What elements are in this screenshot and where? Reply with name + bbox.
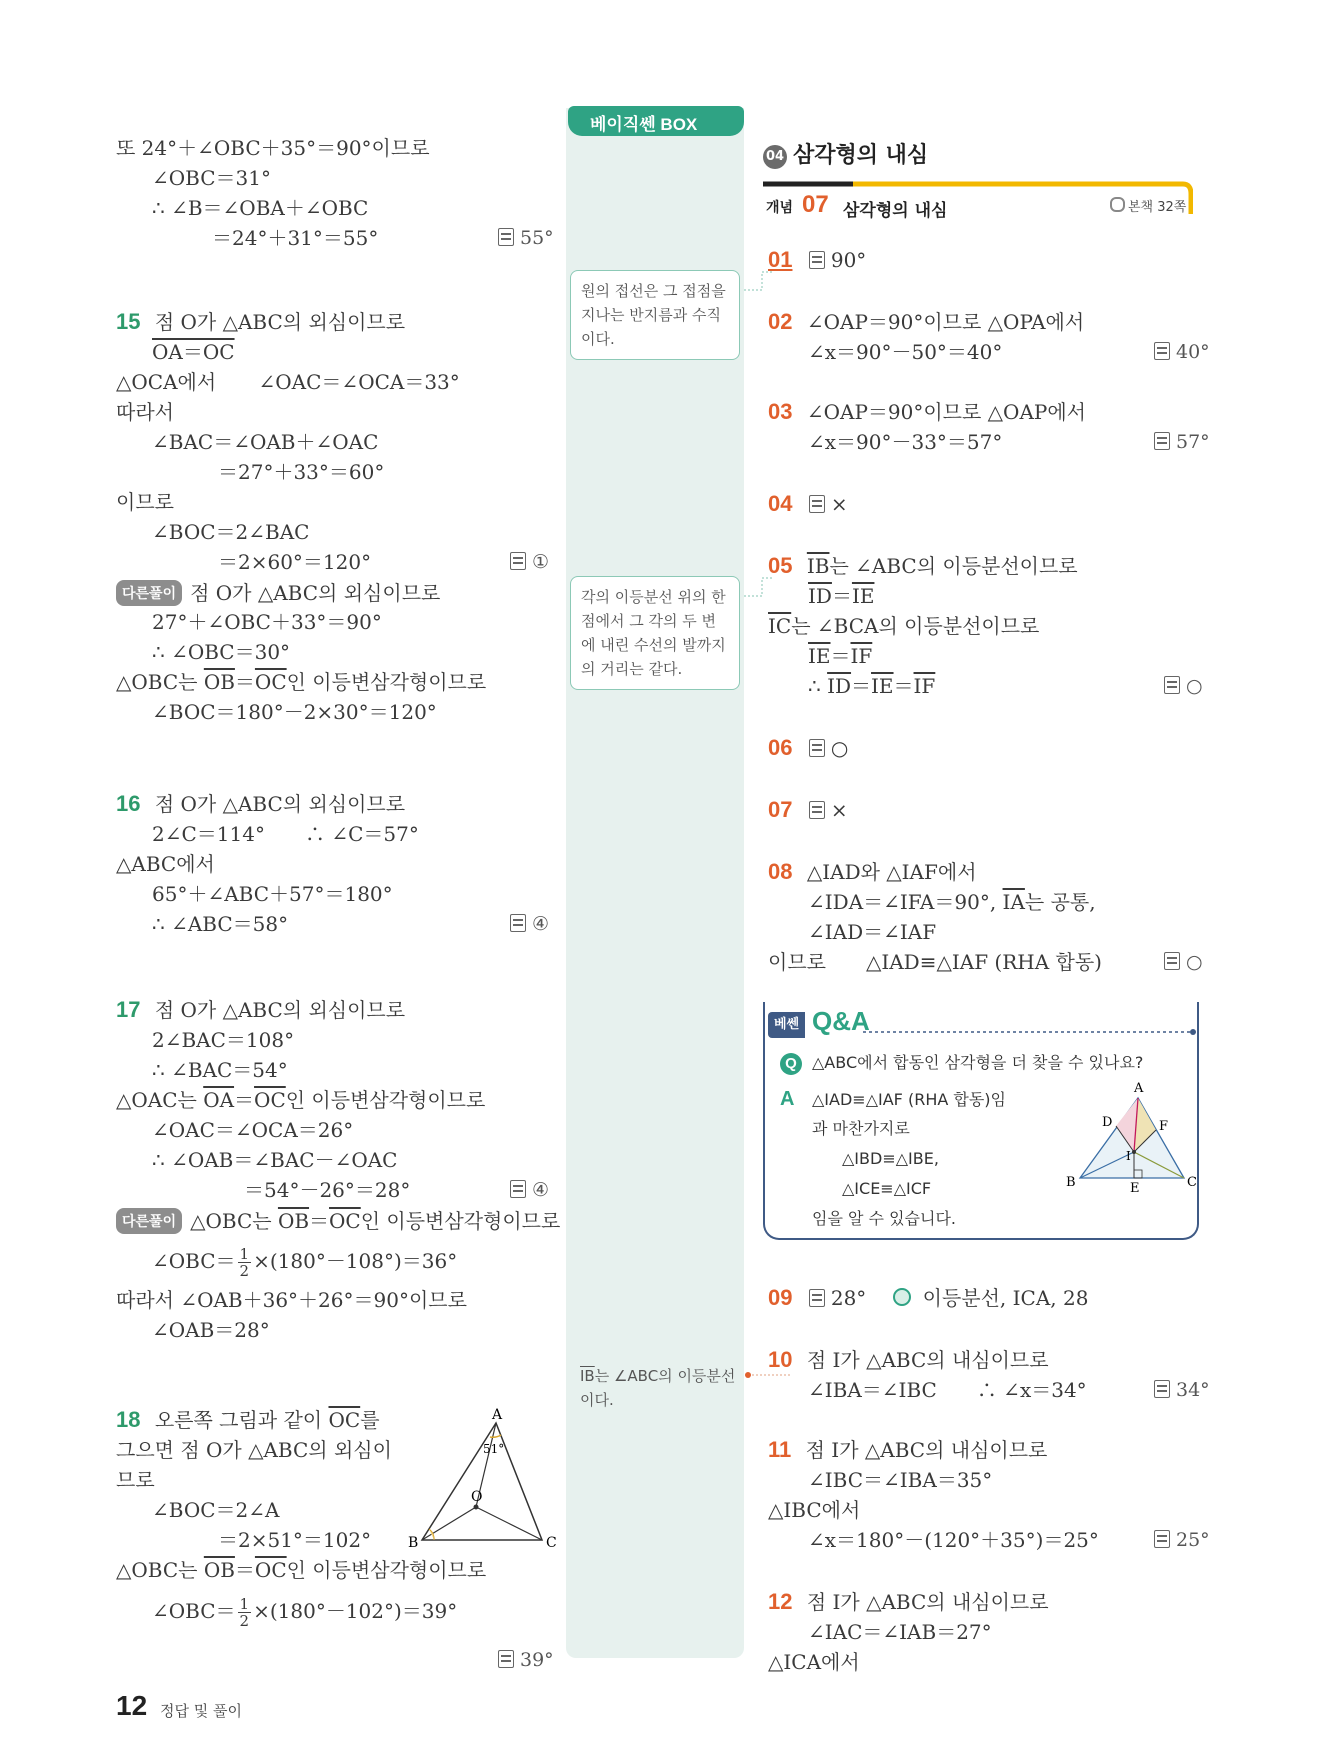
note-ib-bisector <box>580 1364 745 1412</box>
text: ＝ <box>893 674 914 698</box>
problem-17-line-6: ∴ ∠OAB＝∠BAC－∠OAC <box>152 1148 398 1172</box>
text: ＝ <box>851 674 872 698</box>
problem-number: 06 <box>768 735 793 760</box>
problem-08-line-3: ∠IAD＝∠IAF <box>808 920 937 944</box>
qa-title: Q&A <box>812 1006 870 1036</box>
text: 점 I가 △ABC의 내심이므로 <box>806 1348 1049 1372</box>
problem-number: 09 <box>768 1285 793 1310</box>
problem-15-line-8: ∠BOC＝2∠BAC <box>152 520 310 544</box>
problem-12-line-3: △ICA에서 <box>768 1650 860 1674</box>
problem-15-line-4: 따라서 <box>116 400 174 424</box>
qa-answer-2: 과 마찬가지로 <box>812 1119 910 1138</box>
problem-11-line-2: ∠IBC＝∠IBA＝35° <box>808 1468 993 1492</box>
text: ×(180°－102°)＝39° <box>253 1599 458 1623</box>
label-a: A <box>492 1407 503 1423</box>
label-b: B <box>1066 1175 1076 1190</box>
problem-17-line-4 <box>116 1088 485 1112</box>
note-connector-1 <box>744 270 774 294</box>
problem-18-line-4: ∠BOC＝2∠A <box>152 1498 280 1522</box>
triangle-figure-18 <box>400 1405 560 1555</box>
problem-15-line-3 <box>116 370 460 394</box>
segment: $\overline{IF}$ <box>913 674 936 698</box>
qa-answer-4: △ICE≡△ICF <box>842 1179 932 1198</box>
text: 는 공통, <box>1024 890 1096 914</box>
answer-value: ○ <box>1186 951 1203 973</box>
problem-15-alt-4 <box>116 670 486 694</box>
problem-17-line-5: ∠OAC＝∠OCA＝26° <box>152 1118 354 1142</box>
problem-number: 04 <box>768 491 793 516</box>
problem-18-answer <box>498 1648 554 1672</box>
section-number-badge: 04 <box>763 145 787 169</box>
segment: $\overline{IB}$ <box>580 1367 595 1385</box>
segment: $\overline{OA}$ <box>203 1088 235 1112</box>
problem-number: 02 <box>768 309 793 334</box>
text: ∠OBC＝ <box>152 1599 236 1623</box>
label-i: I <box>1126 1149 1131 1163</box>
segment: $\overline{OC}$ <box>254 1558 287 1582</box>
problem-05-line-3 <box>768 614 1039 638</box>
answer-value: ④ <box>532 913 550 935</box>
label-o: O <box>471 1489 483 1505</box>
segment: $\overline{ID}$ <box>808 584 832 608</box>
text: △OBC는 <box>190 1209 272 1233</box>
problem-16-line-1 <box>116 792 405 816</box>
text: ∠OAP＝90°이므로 △OPA에서 <box>806 310 1085 334</box>
segment: $\overline{ID}$ <box>827 674 852 698</box>
answer-icon <box>1154 432 1170 450</box>
problem-08-answer <box>1164 950 1203 974</box>
problem-11-line-4: ∠x＝180°－(120°＋35°)＝25° <box>808 1528 1099 1552</box>
problem-07 <box>768 798 848 822</box>
text: ∠OAC＝∠OCA＝33° <box>258 370 460 394</box>
text: 오른쪽 그림과 같이 <box>154 1408 323 1432</box>
reference-icon <box>1110 197 1125 212</box>
page-number: 12 <box>116 1690 148 1721</box>
text: 점 I가 △ABC의 내심이므로 <box>806 1590 1049 1614</box>
qa-answer-5: 임을 알 수 있습니다. <box>812 1209 956 1228</box>
fraction <box>238 1246 252 1279</box>
answer-value: 39° <box>520 1649 554 1671</box>
label-angle: 51° <box>483 1442 505 1456</box>
problem-17-line-1 <box>116 998 405 1022</box>
problem-10-line-1 <box>768 1348 1049 1372</box>
page-reference[interactable] <box>1110 196 1186 215</box>
magnifier-icon <box>893 1288 911 1306</box>
question-text: △ABC에서 합동인 삼각형을 더 찾을 수 있나요? <box>812 1053 1144 1072</box>
problem-04 <box>768 492 848 516</box>
answer-badge: A <box>780 1088 795 1110</box>
problem-number: 07 <box>768 797 793 822</box>
answer-icon <box>1154 1530 1170 1548</box>
answer-value: × <box>830 492 848 516</box>
segment: $\overline{OC}$ <box>329 1209 361 1233</box>
problem-05-line-1 <box>768 554 1078 578</box>
qa-answer-1 <box>780 1088 1006 1111</box>
problem-08-line-4: 이므로 △IAD≡△IAF (RHA 합동) <box>768 950 1102 974</box>
label-f: F <box>1159 1119 1169 1134</box>
text: 인 이등변삼각형이므로 <box>286 1558 487 1582</box>
point-o <box>474 1505 479 1510</box>
problem-18-line-5: ＝2×51°＝102° <box>218 1528 372 1552</box>
fraction <box>238 1596 252 1629</box>
problem-18-line-6 <box>116 1558 486 1582</box>
problem-03-line-1 <box>768 400 1086 424</box>
concept-label: 개념 <box>766 200 794 216</box>
segment-oc <box>476 1507 542 1540</box>
answer-text: △IAD≡△IAF (RHA 합동)임 <box>812 1090 1006 1109</box>
problem-17-line-7: ＝54°－26°＝28° <box>244 1178 411 1202</box>
answer-icon <box>1164 952 1180 970</box>
answer-icon <box>510 914 526 932</box>
note-connector-2 <box>744 576 774 600</box>
problem-05-line-2 <box>808 584 874 608</box>
answer-icon <box>498 228 514 246</box>
text: ×(180°－108°)＝36° <box>253 1249 458 1273</box>
problem-15-line-6: ＝27°＋33°＝60° <box>218 460 385 484</box>
answer-value: 40° <box>1176 341 1210 363</box>
footer-label: 정답 및 풀이 <box>160 1702 242 1720</box>
problem-05-line-4 <box>808 644 872 668</box>
intro-line-4: ＝24°＋31°＝55° <box>212 226 379 250</box>
intro-answer <box>498 226 554 250</box>
text: ＝ <box>234 670 255 694</box>
angle-arc-a <box>490 1435 501 1437</box>
problem-18-line-2: 그으면 점 O가 △ABC의 외심이 <box>116 1438 392 1462</box>
problem-17-line-3: ∴ ∠BAC＝54° <box>152 1058 288 1082</box>
segment: $\overline{OB}$ <box>277 1209 310 1233</box>
text: ∠OBC＝ <box>152 1249 236 1273</box>
text: 점 O가 △ABC의 외심이므로 <box>154 310 406 334</box>
answer-icon <box>809 739 825 757</box>
answer-value: 34° <box>1176 1379 1210 1401</box>
problem-05-answer <box>1164 674 1203 698</box>
label-e: E <box>1130 1181 1140 1196</box>
problem-11-line-1 <box>768 1438 1047 1462</box>
text: ＝ <box>830 644 851 668</box>
qa-tag: 베쎈 <box>768 1012 805 1038</box>
answer-value: ○ <box>830 736 849 760</box>
text: 인 이등변삼각형이므로 <box>360 1209 561 1233</box>
section-title <box>763 138 928 169</box>
answer-icon <box>498 1650 514 1668</box>
text: △OBC는 <box>116 670 198 694</box>
problem-15-line-1 <box>116 310 405 334</box>
problem-number: 03 <box>768 399 793 424</box>
problem-15-alt-3: ∴ ∠OBC＝30° <box>152 640 291 664</box>
problem-15-alt-1 <box>116 580 440 606</box>
segment: $\overline{IC}$ <box>768 614 792 638</box>
answer-value: 57° <box>1176 431 1210 453</box>
answer-icon <box>1154 342 1170 360</box>
intro-line-2: ∠OBC＝31° <box>152 166 271 190</box>
alt-solution-badge: 다른풀이 <box>116 580 182 606</box>
answer-value: ○ <box>1186 675 1203 697</box>
answer-value: 28° <box>830 1286 867 1310</box>
text: ∠OAP＝90°이므로 △OAP에서 <box>806 400 1086 424</box>
point-i <box>1132 1150 1136 1154</box>
problem-11-answer <box>1154 1528 1210 1552</box>
problem-number: 08 <box>768 859 793 884</box>
text: ∴ <box>808 674 828 698</box>
problem-08-line-2 <box>808 890 1096 914</box>
numerator: 1 <box>239 1245 250 1263</box>
text: ＝ <box>234 1558 255 1582</box>
text: ＝ <box>309 1209 330 1233</box>
text: 는 ∠ABC의 이등분선이므로 <box>829 554 1078 578</box>
alt-solution-badge: 다른풀이 <box>116 1208 182 1234</box>
problem-16-line-2: 2∠C＝114° ∴ ∠C＝57° <box>152 822 419 846</box>
segment: $\overline{OC}$ <box>254 1088 286 1112</box>
problem-number: 01 <box>768 247 793 272</box>
problem-06 <box>768 736 848 760</box>
segment-ob <box>422 1507 476 1540</box>
answer-icon <box>510 1180 526 1198</box>
denominator: 2 <box>239 1262 250 1280</box>
segment: $\overline{IE}$ <box>851 584 875 608</box>
problem-17-alt-3: 따라서 ∠OAB＋36°＋26°＝90°이므로 <box>116 1288 467 1312</box>
answer-value: 90° <box>830 248 867 272</box>
segment: $\overline{OB}$ <box>203 1558 235 1582</box>
problem-18-line-7 <box>152 1594 457 1629</box>
label-d: D <box>1102 1115 1113 1130</box>
problem-15-line-5: ∠BAC＝∠OAB＋∠OAC <box>152 430 379 454</box>
problem-15-alt-2: 27°＋∠OBC＋33°＝90° <box>152 610 382 634</box>
problem-08-line-1 <box>768 860 977 884</box>
text: 는 ∠ABC의 이등분선이다. <box>580 1367 736 1409</box>
text: 는 ∠BCA의 이등분선이므로 <box>791 614 1040 638</box>
problem-18-line-1 <box>116 1408 380 1432</box>
box-title: 베이직쎈 BOX <box>590 115 698 134</box>
problem-10-line-2: ∠IBA＝∠IBC ∴ ∠x＝34° <box>808 1378 1087 1402</box>
answer-icon <box>1164 676 1180 694</box>
problem-12-line-2: ∠IAC＝∠IAB＝27° <box>808 1620 992 1644</box>
segment: $\overline{IB}$ <box>806 554 830 578</box>
problem-16-answer <box>510 912 549 936</box>
answer-icon <box>809 801 825 819</box>
qa-question <box>780 1052 1143 1075</box>
text: △OBC는 <box>116 1558 198 1582</box>
problem-05-line-5 <box>808 674 935 698</box>
note-angle-bisector: 각의 이등분선 위의 한 점에서 그 각의 두 변에 내린 수선의 발까지의 거리는 같다. <box>570 576 740 690</box>
text: 점 O가 △ABC의 외심이므로 <box>190 581 441 605</box>
numerator: 1 <box>239 1595 250 1613</box>
text: 점 O가 △ABC의 외심이므로 <box>154 792 406 816</box>
problem-09 <box>768 1286 1088 1310</box>
problem-16-line-3: △ABC에서 <box>116 852 215 876</box>
segment: $\overline{OB}$ <box>203 670 235 694</box>
problem-16-line-5: ∴ ∠ABC＝58° <box>152 912 289 936</box>
text: ＝ <box>234 1088 255 1112</box>
text: ＝ <box>831 584 852 608</box>
problem-number: 05 <box>768 553 793 578</box>
answer-value: ① <box>532 551 550 573</box>
answer-icon <box>809 251 825 269</box>
label-a: A <box>1134 1081 1144 1096</box>
concept-title: 삼각형의 내심 <box>843 201 948 221</box>
segment: $\overline{OC}$ <box>254 670 287 694</box>
problem-15-line-7: 이므로 <box>116 490 174 514</box>
concept-number: 07 <box>802 191 829 218</box>
answer-icon <box>510 552 526 570</box>
note-tangent: 원의 접선은 그 접점을 지나는 반지름과 수직이다. <box>570 270 740 360</box>
problem-10-answer <box>1154 1378 1210 1402</box>
segment: $\overline{IF}$ <box>850 644 873 668</box>
denominator: 2 <box>239 1612 250 1630</box>
problem-number: 17 <box>116 997 141 1022</box>
basic-box-tab <box>568 106 744 136</box>
segment: $\overline{IA}$ <box>1002 890 1025 914</box>
segment: $\overline{IE}$ <box>871 674 894 698</box>
text: 점 I가 △ABC의 내심이므로 <box>805 1438 1048 1462</box>
problem-number: 12 <box>768 1589 793 1614</box>
problem-17-alt-2 <box>152 1244 457 1279</box>
answer-icon <box>809 495 825 513</box>
problem-17-answer <box>510 1178 549 1202</box>
problem-number: 18 <box>116 1407 141 1432</box>
problem-number: 11 <box>768 1437 792 1462</box>
problem-17-alt-1 <box>116 1208 560 1234</box>
answer-icon <box>809 1289 825 1307</box>
question-badge: Q <box>780 1053 802 1075</box>
problem-18-line-3: 므로 <box>116 1468 155 1492</box>
section-title-text: 삼각형의 내심 <box>793 143 929 168</box>
problem-01 <box>768 248 866 272</box>
qa-answer-3: △IBD≡△IBE, <box>842 1149 939 1168</box>
text: 점 O가 △ABC의 외심이므로 <box>154 998 406 1022</box>
page-reference-text: 본책 32쪽 <box>1128 200 1187 215</box>
problem-03-line-2: ∠x＝90°－33°＝57° <box>808 430 1003 454</box>
angle-arc-b <box>429 1529 434 1540</box>
text: 인 이등변삼각형이므로 <box>286 670 487 694</box>
text: 를 <box>360 1408 380 1432</box>
problem-number: 10 <box>768 1347 793 1372</box>
segment: $\overline{IE}$ <box>808 644 831 668</box>
problem-number: 16 <box>116 791 141 816</box>
problem-03-answer <box>1154 430 1210 454</box>
answer-value: 55° <box>520 227 554 249</box>
segment: $\overline{OC}$ <box>328 1408 361 1432</box>
problem-02-line-2: ∠x＝90°－50°＝40° <box>808 340 1003 364</box>
text: △OAC는 <box>116 1088 197 1112</box>
hint-text: 이등분선, ICA, 28 <box>922 1286 1089 1310</box>
intro-line-3: ∴ ∠B＝∠OBA＋∠OBC <box>152 196 369 220</box>
problem-12-line-1 <box>768 1590 1049 1614</box>
text: ∠IDA＝∠IFA＝90°, <box>808 890 1003 914</box>
answer-value: ④ <box>532 1179 550 1201</box>
problem-02-line-1 <box>768 310 1084 334</box>
text: 인 이등변삼각형이므로 <box>285 1088 486 1112</box>
text: △OCA에서 <box>116 370 217 394</box>
problem-15-answer <box>510 550 549 574</box>
problem-16-line-4: 65°＋∠ABC＋57°＝180° <box>152 882 393 906</box>
problem-number: 15 <box>116 309 141 334</box>
problem-11-line-3: △IBC에서 <box>768 1498 861 1522</box>
text: △IAD와 △IAF에서 <box>806 860 977 884</box>
answer-value: 25° <box>1176 1529 1210 1551</box>
label-c: C <box>546 1535 557 1551</box>
problem-15-line-2: OA＝OC <box>152 340 235 364</box>
label-b: B <box>408 1535 419 1551</box>
answer-value: × <box>830 798 848 822</box>
problem-15-alt-5: ∠BOC＝180°－2×30°＝120° <box>152 700 437 724</box>
problem-02-answer <box>1154 340 1210 364</box>
problem-17-line-2: 2∠BAC＝108° <box>152 1028 295 1052</box>
problem-17-alt-4: ∠OAB＝28° <box>152 1318 270 1342</box>
incenter-figure <box>1060 1080 1200 1200</box>
answer-icon <box>1154 1380 1170 1398</box>
label-c: C <box>1187 1175 1197 1190</box>
intro-line-1: 또 24°＋∠OBC＋35°＝90°이므로 <box>116 136 430 160</box>
problem-15-line-9: ＝2×60°＝120° <box>218 550 372 574</box>
